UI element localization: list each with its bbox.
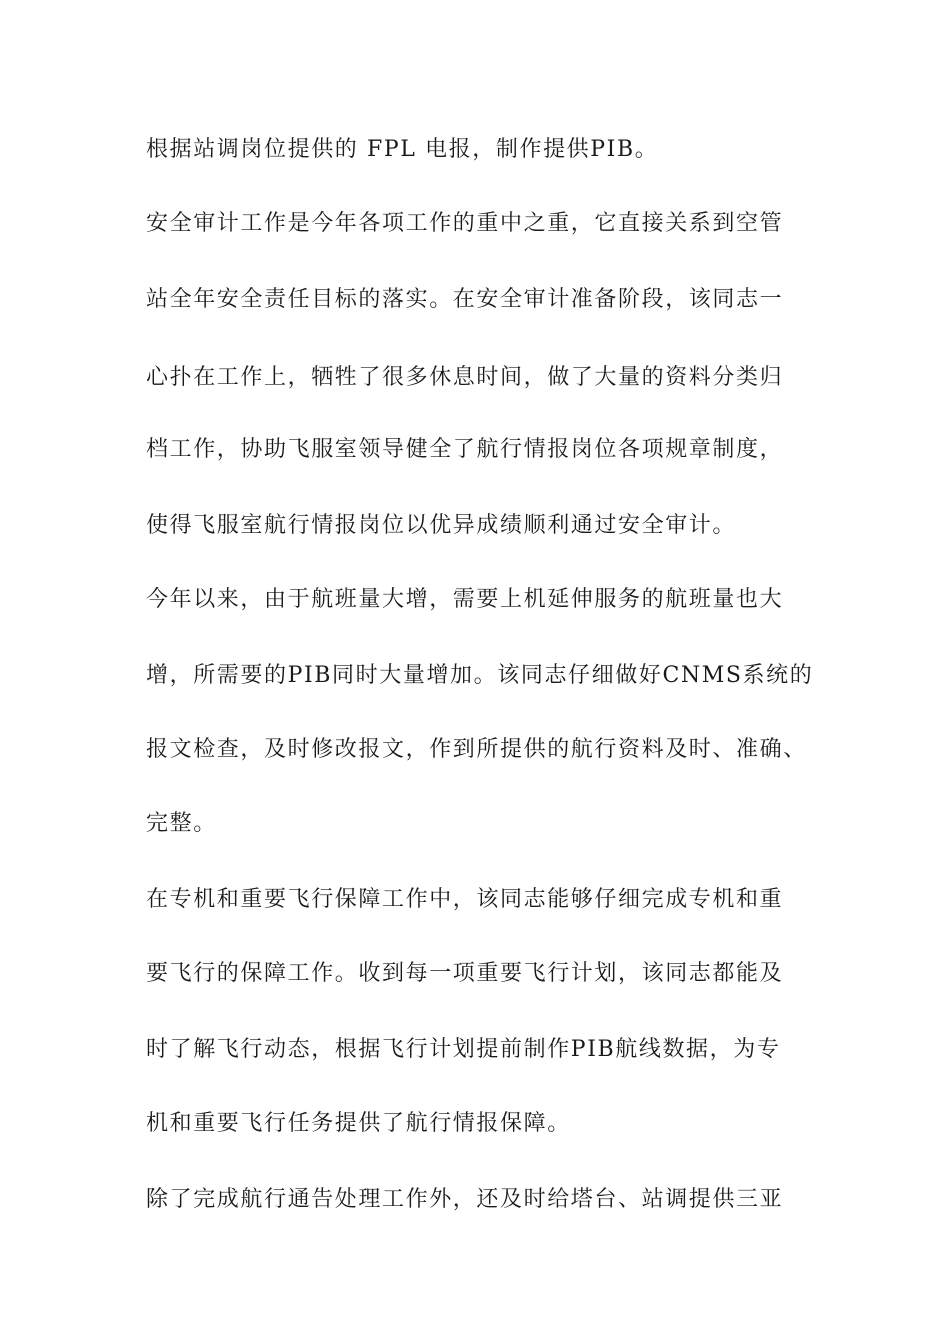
text-line-9: 报文检查，及时修改报文，作到所提供的航行资料及时、准确、 — [146, 737, 807, 762]
text-line-12: 要飞行的保障工作。收到每一项重要飞行计划，该同志都能及 — [146, 961, 784, 986]
text-line-5: 档工作，协助飞服室领导健全了航行情报岗位各项规章制度， — [146, 437, 784, 462]
text-line-13: 时了解飞行动态，根据飞行计划提前制作PIB航线数据，为专 — [146, 1037, 781, 1062]
text-line-2: 安全审计工作是今年各项工作的重中之重，它直接关系到空管 — [146, 211, 784, 236]
text-line-4: 心扑在工作上，牺牲了很多休息时间，做了大量的资料分类归 — [146, 365, 784, 390]
text-line-11: 在专机和重要飞行保障工作中，该同志能够仔细完成专机和重 — [146, 887, 784, 912]
text-line-14: 机和重要飞行任务提供了航行情报保障。 — [146, 1111, 571, 1136]
text-line-6: 使得飞服室航行情报岗位以优异成绩顺利通过安全审计。 — [146, 513, 737, 538]
text-line-10: 完整。 — [146, 811, 217, 836]
text-line-3: 站全年安全责任目标的落实。在安全审计准备阶段，该同志一 — [146, 287, 784, 312]
text-line-1: 根据站调岗位提供的 FPL 电报，制作提供PIB。 — [146, 137, 659, 162]
text-line-7: 今年以来，由于航班量大增，需要上机延伸服务的航班量也大 — [146, 587, 784, 612]
text-line-8: 增，所需要的PIB同时大量增加。该同志仔细做好CNMS系统的 — [146, 663, 814, 688]
text-line-15: 除了完成航行通告处理工作外，还及时给塔台、站调提供三亚 — [146, 1187, 784, 1212]
